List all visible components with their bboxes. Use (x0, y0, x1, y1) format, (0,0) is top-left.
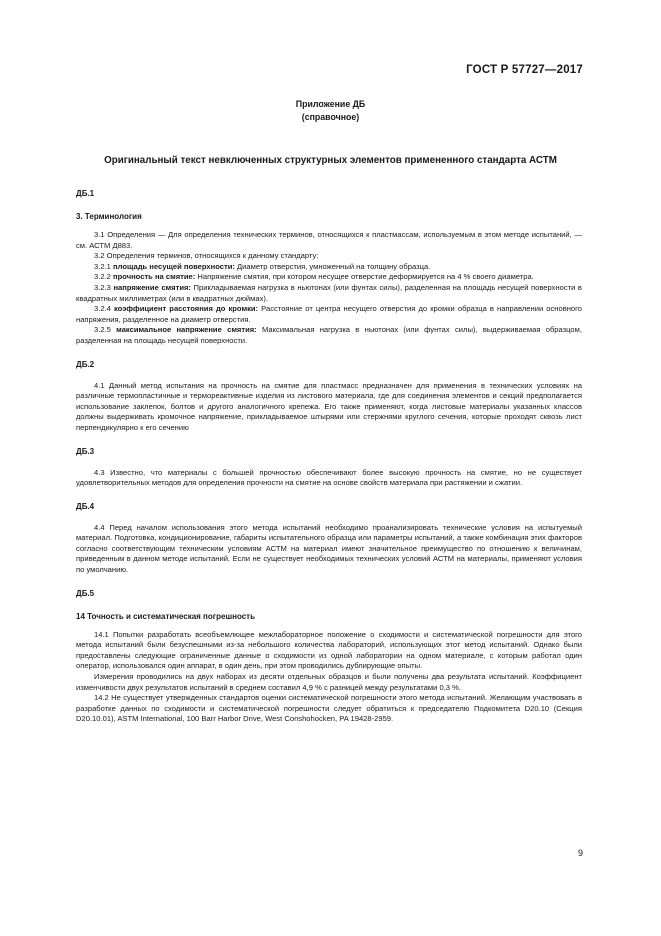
section-heading-db4: ДБ.4 (76, 501, 95, 511)
document-body (76, 187, 582, 725)
paragraph-14-1-measurements: Измерения проводились на двух наборах из десяти отдельных образцов и были получены два результата испытаний. Коэффициент изменчивости двух результатов испытаний в среднем составил 4,9 % с разницей между результатами 0,3 %. (76, 672, 582, 692)
appendix-note: (справочное) (301, 112, 360, 122)
document-title: Оригинальный текст невключенных структурных элементов примененного стандарта АСТМ (104, 155, 557, 166)
term-name: максимальное напряжение смятия: (116, 325, 257, 335)
appendix-title: Приложение ДБ (295, 99, 366, 109)
paragraph-14-2: 14.2 Не существует утвержденных стандартов оценки систематической погрешности этого метода испытаний. Желающим участвовать в разработке данных по сходимости и систематической погрешности следует обратиться к председателю Подкомитета D20.10 (Секция D20.10.01), ASTM International, 100 Barr Harbor Drive, West Conshohocken, PA 19428-2959. (76, 693, 582, 724)
term-3-2-5 (76, 325, 582, 346)
subsection-title-precision: 14 Точность и систематическая погрешность (76, 611, 256, 621)
paragraph-4-3: 4.3 Известно, что материалы с большей прочностью обеспечивают более высокую прочность на смятие, но не существует удовлетворительных методов для определения прочности на смятие на основе свойств материала при растяжении и сжатии. (76, 467, 582, 488)
term-definition: Прикладываемая нагрузка в ньютонах (или фунтах силы), разделенная на площадь несущей поверхности в квадратных миллиметрах (или в квадратных дюймах). (76, 282, 582, 303)
term-name: напряжение смятия: (113, 282, 191, 292)
term-number: 3.2.4 (94, 304, 111, 314)
term-number: 3.2.3 (94, 282, 111, 292)
paragraph-4-1: 4.1 Данный метод испытания на прочность на смятие для пластмасс предназначен для применения в технических условиях на различные термопластичные и термореактивные изделия из листового материала, где для соединения элементов и секций предполагается использование заклепок, болтов и другого аналогичного крепежа. Его также применяют, когда листовые материалы указанных классов должны выдерживать кромочное напряжение, прикладываемое штырями или стержнями круглого сечения, которые проходят сквозь лист перпендикулярно к его сечению (76, 380, 582, 432)
term-number: 3.2.1 (94, 261, 111, 271)
term-definition: Диаметр отверстия, умноженный на толщину образца. (237, 261, 431, 271)
paragraph-14-1: 14.1 Попытки разработать всеобъемлющее межлабораторное положение о сходимости и систематической погрешности для этого метода испытаний были безуспешными из-за небольшого количества лабораторий, использующих этот метод испытаний. Однако были предоставлены следующие ограниченные данные о сходимости из одной лаборатории на одном материале, с которым работал один оператор, использовался один аппарат, в один день, при этом проводились дублирующие опыты. (76, 629, 582, 671)
term-3-2-2 (76, 272, 582, 283)
term-definition: Расстояние от центра несущего отверстия до кромки образца в направлении основного напряжения, разделенное на диаметр отверстия. (76, 304, 582, 324)
standard-number: ГОСТ Р 57727—2017 (466, 64, 583, 76)
term-name: коэффициент расстояния до кромки: (113, 304, 259, 314)
paragraph-3-1: 3.1 Определения — Для определения технических терминов, относящихся к пластмассам, используемым в этом методе испытаний, — см. АСТМ Д883. (76, 230, 582, 250)
paragraph-4-4: 4.4 Перед началом использования этого метода испытаний необходимо проанализировать технические условия на испытуемый материал. Подготовка, кондиционирование, габариты испытательного образца или параметры испытаний, а также комбинация этих факторов согласно соответствующим техническим условиям АСТМ на материал имеют значительное преимущество по отношению к величинам, приведенным в данном методе испытаний. Если не существует необходимых технических условий АСТМ на материалы, применяют условия по умолчанию. (76, 522, 582, 575)
section-heading-db2: ДБ.2 (76, 359, 95, 369)
section-heading-db3: ДБ.3 (76, 446, 95, 456)
term-number: 3.2.5 (94, 325, 111, 335)
term-name: площадь несущей поверхности: (113, 261, 235, 271)
term-3-2-1 (76, 262, 582, 273)
section-heading-db5: ДБ.5 (76, 588, 95, 598)
subsection-title-terminology: 3. Терминология (76, 212, 142, 221)
term-number: 3.2.2 (94, 272, 111, 282)
section-heading-db1: ДБ.1 (76, 189, 95, 198)
term-3-2-4 (76, 304, 582, 325)
term-definition: Напряжение смятия, при котором несущее отверстие деформируется на 4 % своего диаметра. (197, 272, 534, 282)
term-3-2-3 (76, 283, 582, 304)
appendix-heading (0, 98, 661, 124)
term-name: прочность на смятие: (113, 272, 196, 282)
page-number: 9 (577, 848, 583, 858)
paragraph-3-2: 3.2 Определения терминов, относящихся к данному стандарту: (94, 251, 319, 261)
term-definition: Максимальная нагрузка в ньютонах (или фунтах силы), выдерживаемая образцом, разделенная на площадь несущей поверхности. (76, 325, 582, 345)
